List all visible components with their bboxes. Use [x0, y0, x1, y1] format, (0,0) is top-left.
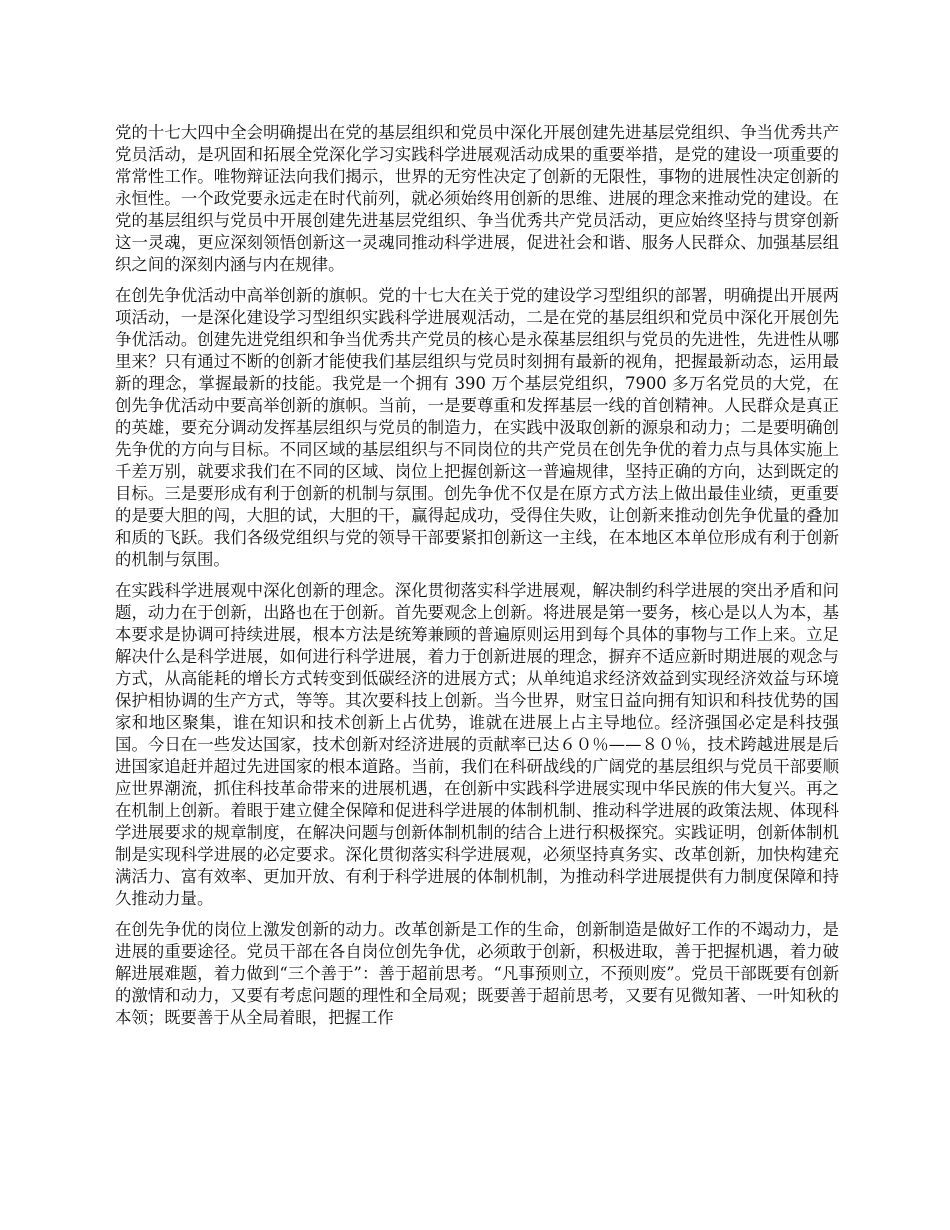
paragraph-1: 党的十七大四中全会明确提出在党的基层组织和党员中深化开展创建先进基层党组织、争当优秀共产党员活动，是巩固和拓展全党深化学习实践科学进展观活动成果的重要举措，是党的建设一项重要的常常性工作。唯物辩证法向我们揭示，世界的无穷性决定了创新的无限性，事物的进展性决定创新的永恒性。一个政党要永远走在时代前列，就必须始终用创新的思维、进展的理念来推动党的建设。在党的基层组织与党员中开展创建先进基层党组织、争当优秀共产党员活动，更应始终坚持与贯穿创新这一灵魂，更应深刻领悟创新这一灵魂同推动科学进展，促进社会和谐、服务人民群众、加强基层组织之间的深刻内涵与内在规律。 — [115, 123, 839, 274]
paragraph-2: 在创先争优活动中高举创新的旗帜。党的十七大在关于党的建设学习型组织的部署，明确提出开展两项活动，一是深化建设学习型组织实践科学进展观活动，二是在党的基层组织和党员中深化开展创先争优活动。创建先进党组织和争当优秀共产党员的核心是永葆基层组织与党员的先进性，先进性从哪里来？只有通过不断的创新才能使我们基层组织与党员时刻拥有最新的视角，把握最新动态，运用最新的理念，掌握最新的技能。我党是一个拥有 390 万个基层党组织，7900 多万名党员的大党，在创先争优活动中要高举创新的旗帜。当前，一是要尊重和发挥基层一线的首创精神。人民群众是真正的英雄，要充分调动发挥基层组织与党员的制造力，在实践中汲取创新的源泉和动力；二是要明确创先争优的方向与目标。不同区域的基层组织与不同岗位的共产党员在创先争优的着力点与具体实施上千差万别，就要求我们在不同的区域、岗位上把握创新这一普遍规律，坚持正确的方向，达到既定的目标。三是要形成有利于创新的机制与氛围。创先争优不仅是在原方式方法上做出最佳业绩，更重要的是要大胆的闯，大胆的试，大胆的干，赢得起成功，受得住失败，让创新来推动创先争优量的叠加和质的飞跃。我们各级党组织与党的领导干部要紧扣创新这一主线，在本地区本单位形成有利于创新的机制与氛围。 — [115, 286, 839, 569]
paragraph-4: 在创先争优的岗位上激发创新的动力。改革创新是工作的生命，创新制造是做好工作的不竭动力，是进展的重要途径。党员干部在各自岗位创先争优，必须敢于创新，积极进取，善于把握机遇，着力破解进展难题，着力做到“三个善于”：善于超前思考。“凡事预则立，不预则废”。党员干部既要有创新的激情和动力，又要有考虑问题的理性和全局观；既要善于超前思考，又要有见微知著、一叶知秋的本领；既要善于从全局着眼，把握工作 — [115, 920, 839, 1027]
document-body — [115, 122, 839, 1038]
paragraph-3: 在实践科学进展观中深化创新的理念。深化贯彻落实科学进展观，解决制约科学进展的突出矛盾和问题，动力在于创新，出路也在于创新。首先要观念上创新。将进展是第一要务，核心是以人为本，基本要求是协调可持续进展，根本方法是统筹兼顾的普遍原则运用到每个具体的事物与工作上来。立足解决什么是科学进展，如何进行科学进展，着力于创新进展的理念，摒弃不适应新时期进展的观念与方式，从高能耗的增长方式转变到低碳经济的进展方式；从单纯追求经济效益到实现经济效益与环境保护相协调的生产方式，等等。其次要科技上创新。当今世界，财宝日益向拥有知识和科技优势的国家和地区聚集，谁在知识和技术创新上占优势，谁就在进展上占主导地位。经济强国必定是科技强国。今日在一些发达国家，技术创新对经济进展的贡献率已达６０％——８０％，技术跨越进展是后进国家追赶并超过先进国家的根本道路。当前，我们在科研战线的广阔党的基层组织与党员干部要顺应世界潮流，抓住科技革命带来的进展机遇，在创新中实践科学进展实现中华民族的伟大复兴。再之在机制上创新。着眼于建立健全保障和促进科学进展的体制机制、推动科学进展的政策法规、体现科学进展要求的规章制度，在解决问题与创新体制机制的结合上进行积极探究。实践证明，创新体制机制是实现科学进展的必定要求。深化贯彻落实科学进展观，必须坚持真务实、改革创新，加快构建充满活力、富有效率、更加开放、有利于科学进展的体制机制，为推动科学进展提供有力制度保障和持久推动力量。 — [115, 581, 839, 908]
